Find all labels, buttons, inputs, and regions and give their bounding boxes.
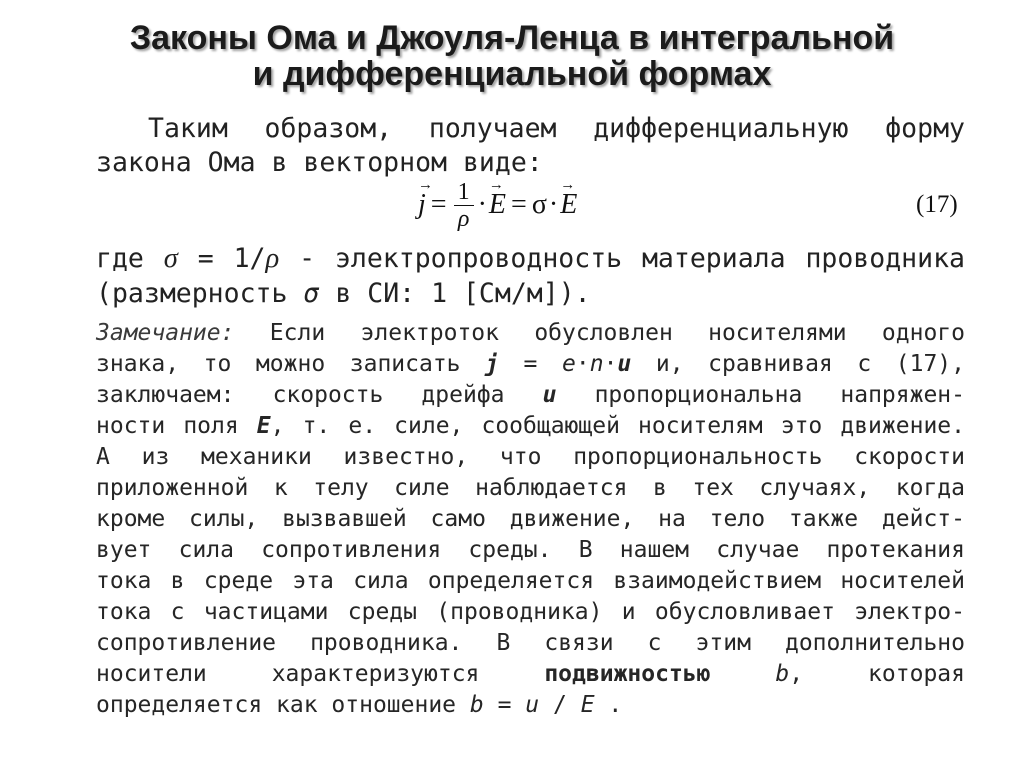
note-text: = xyxy=(483,692,526,718)
equals-sign-1: = xyxy=(430,189,447,220)
intro-paragraph xyxy=(96,112,965,180)
title-line-1: Законы Ома и Джоуля-Ленца в интегральной xyxy=(129,19,895,57)
field-symbol: E xyxy=(256,413,271,439)
definition-text: в СИ: 1 [См/м]). xyxy=(319,278,591,309)
field-vector-1: → E xyxy=(489,189,506,221)
note-text: · xyxy=(603,351,618,377)
note-line: сопротивление проводника. В связи с этим дополнительно xyxy=(96,630,965,656)
fraction-denominator: ρ xyxy=(457,205,470,232)
rho-symbol: ρ xyxy=(265,242,280,274)
definition-line-1 xyxy=(96,241,965,276)
note-text: и, сравнивая с (17), xyxy=(631,351,965,377)
note-line: кроме силы, вызвавшей само движение, на тело также дейст- xyxy=(96,506,965,532)
slide-title xyxy=(0,20,1024,92)
note-line xyxy=(96,318,965,349)
note-text: Если электроток обусловлен носителями одного xyxy=(234,320,965,346)
drift-velocity-symbol: u xyxy=(542,382,557,408)
equation-number: (17) xyxy=(916,191,958,218)
fraction xyxy=(454,179,474,232)
note-text: , т. е. силе, сообщающей носителям это движение. xyxy=(270,413,965,439)
note-text: ности поля xyxy=(96,413,257,439)
note-line xyxy=(96,690,965,721)
sigma-symbol: σ xyxy=(303,278,320,309)
sigma-symbol: σ xyxy=(531,189,547,220)
note-text xyxy=(711,661,776,687)
definition-text: (размерность xyxy=(96,278,304,309)
ohm-law-formula xyxy=(418,176,577,234)
title-line-2: и дифференциальной формах xyxy=(252,55,772,93)
note-line: вует сила сопротивления среды. В нашем случае протекания xyxy=(96,537,965,563)
mobility-term: подвижностью xyxy=(544,661,711,687)
field-symbol: E xyxy=(580,692,595,718)
note-text: , которая xyxy=(789,661,965,687)
definition-text: где xyxy=(96,243,164,274)
note-text: · xyxy=(575,351,590,377)
field-vector-2: → E xyxy=(560,189,577,221)
current-density-symbol: j xyxy=(485,351,499,377)
note-text: . xyxy=(594,692,623,718)
note-text: определяется как отношение xyxy=(96,692,470,718)
definition-text: - электропроводность материала проводника xyxy=(279,243,965,274)
current-density-vector: → j xyxy=(418,189,426,221)
note-line: тока в среде эта сила определяется взаимодействием носителей xyxy=(96,568,965,594)
equals-sign-2: = xyxy=(511,189,527,220)
drift-velocity-symbol: u xyxy=(525,692,540,718)
multiply-dot-2: · xyxy=(548,189,559,220)
note-text: знака, то можно записать xyxy=(96,351,486,377)
note-paragraph xyxy=(96,318,965,721)
note-line: тока с частицами среды (проводника) и обусловливает электро- xyxy=(96,599,965,625)
note-line: А из механики известно, что пропорциональность скорости xyxy=(96,444,965,470)
definition-paragraph xyxy=(96,241,965,311)
note-line xyxy=(96,349,965,380)
mobility-symbol: b xyxy=(469,692,484,718)
intro-line-1: Таким образом, получаем дифференциальную форму xyxy=(148,113,965,144)
intro-line-2: закона Ома в векторном виде: xyxy=(96,147,543,178)
note-text: носители характеризуются xyxy=(96,661,545,687)
drift-velocity-symbol: u xyxy=(617,351,632,377)
note-line: приложенной к телу силе наблюдается в тех случаях, когда xyxy=(96,475,965,501)
multiply-dot-1: · xyxy=(477,189,487,220)
concentration-symbol: n xyxy=(589,351,604,377)
fraction-numerator: 1 xyxy=(454,179,474,206)
note-text: = xyxy=(498,351,562,377)
note-line xyxy=(96,411,965,442)
definition-text: = 1/ xyxy=(177,243,266,274)
note-text: / xyxy=(539,692,581,718)
definition-line-2 xyxy=(96,276,965,311)
note-label: Замечание: xyxy=(96,320,235,346)
note-line xyxy=(96,380,965,411)
note-text: заключаем: скорость дрейфа xyxy=(96,382,543,408)
note-text: пропорциональна напряжен- xyxy=(556,382,966,408)
note-line xyxy=(96,659,965,690)
mobility-symbol: b xyxy=(775,661,790,687)
charge-symbol: e xyxy=(561,351,576,377)
sigma-symbol: σ xyxy=(163,242,178,274)
